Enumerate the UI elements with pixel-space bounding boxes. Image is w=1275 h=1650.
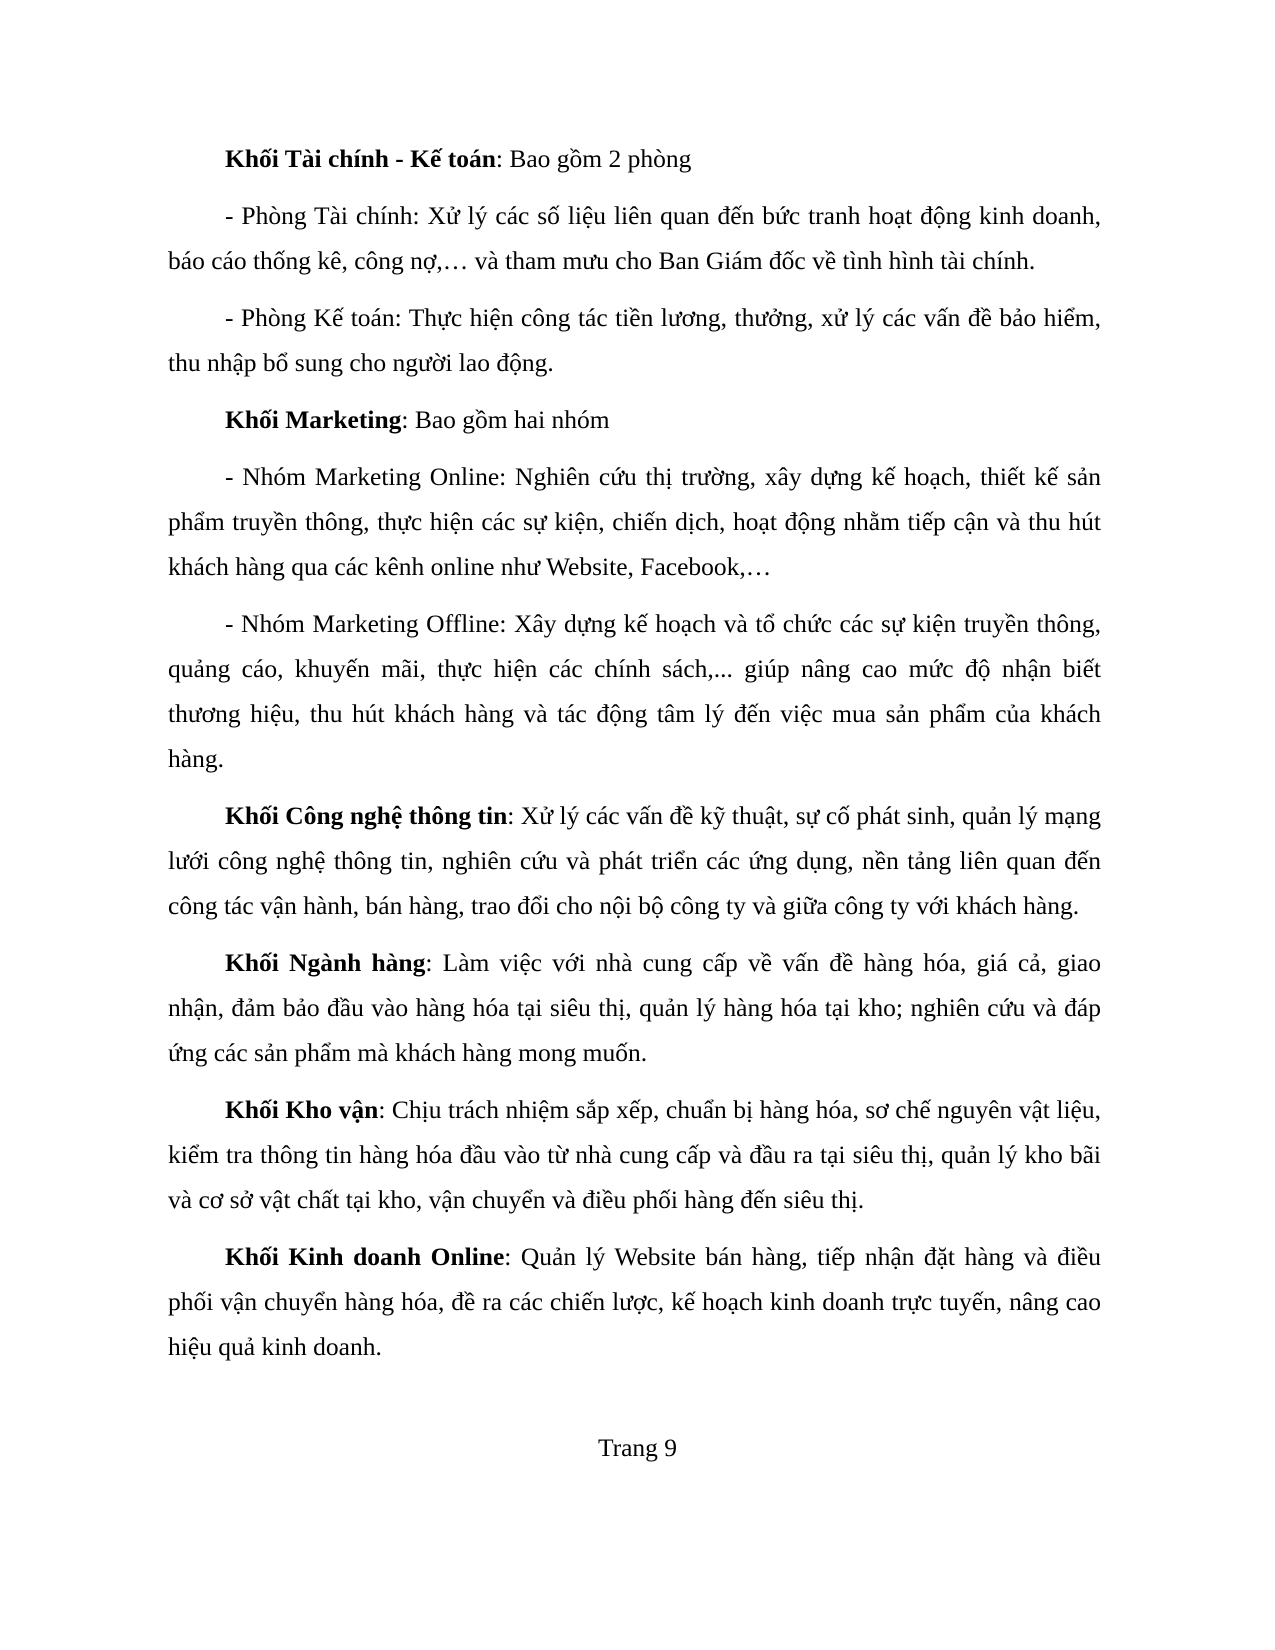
paragraph-it [168, 793, 1101, 928]
section-heading: Khối Ngành hàng [225, 948, 426, 977]
section-heading: Khối Công nghệ thông tin [225, 801, 508, 830]
paragraph-text: : Làm việc với nhà cung cấp về vấn đề hàng hóa, giá cả, giao nhận, đảm bảo đầu vào hàng hóa tại siêu thị, quản lý hàng hóa tại kho; nghiên cứu và đáp ứng các sản phẩm mà khách hàng mong muốn. [168, 948, 1101, 1067]
paragraph-marketing-offline [168, 601, 1101, 781]
paragraph-marketing [168, 397, 1101, 442]
paragraph-text: : Bao gồm hai nhóm [401, 405, 610, 434]
paragraph-marketing-online [168, 454, 1101, 589]
paragraph-text: - Nhóm Marketing Offline: Xây dựng kế hoạch và tổ chức các sự kiện truyền thông, quảng cáo, khuyến mãi, thực hiện các chính sách,... giúp nâng cao mức độ nhận biết thương hiệu, thu hút khách hàng và tác động tâm lý đến việc mua sản phẩm của khách hàng. [168, 609, 1101, 773]
paragraph-text: - Nhóm Marketing Online: Nghiên cứu thị trường, xây dựng kế hoạch, thiết kế sản phẩm truyền thông, thực hiện các sự kiện, chiến dịch, hoạt động nhằm tiếp cận và thu hút khách hàng qua các kênh online như Website, Facebook,… [168, 462, 1101, 581]
paragraph-text: : Bao gồm 2 phòng [495, 144, 692, 173]
section-heading: Khối Marketing [225, 405, 402, 434]
paragraph-text: - Phòng Kế toán: Thực hiện công tác tiền lương, thưởng, xử lý các vấn đề bảo hiểm, thu nhập bổ sung cho người lao động. [168, 303, 1101, 377]
document-body [168, 136, 1101, 1381]
paragraph-text: : Chịu trách nhiệm sắp xếp, chuẩn bị hàng hóa, sơ chế nguyên vật liệu, kiểm tra thông tin hàng hóa đầu vào từ nhà cung cấp và đầu ra tại siêu thị, quản lý kho bãi và cơ sở vật chất tại kho, vận chuyển và điều phối hàng đến siêu thị. [168, 1095, 1101, 1214]
paragraph-accounting-dept [168, 295, 1101, 385]
section-heading: Khối Kho vận [225, 1095, 379, 1124]
paragraph-text: - Phòng Tài chính: Xử lý các số liệu liên quan đến bức tranh hoạt động kinh doanh, báo cáo thống kê, công nợ,… và tham mưu cho Ban Giám đốc về tình hình tài chính. [168, 201, 1101, 275]
paragraph-text: : Xử lý các vấn đề kỹ thuật, sự cố phát sinh, quản lý mạng lưới công nghệ thông tin, nghiên cứu và phát triển các ứng dụng, nền tảng liên quan đến công tác vận hành, bán hàng, trao đổi cho nội bộ công ty và giữa công ty với khách hàng. [168, 801, 1102, 920]
page-number: Trang 9 [597, 1433, 678, 1462]
paragraph-finance-accounting [168, 136, 1101, 181]
section-heading: Khối Kinh doanh Online [225, 1242, 505, 1271]
section-heading: Khối Tài chính - Kế toán [225, 144, 496, 173]
paragraph-online-business [168, 1234, 1101, 1369]
paragraph-merchandise [168, 940, 1101, 1075]
paragraph-finance-dept [168, 193, 1101, 283]
paragraph-text: : Quản lý Website bán hàng, tiếp nhận đặt hàng và điều phối vận chuyển hàng hóa, đề ra các chiến lược, kế hoạch kinh doanh trực tuyến, nâng cao hiệu quả kinh doanh. [168, 1242, 1101, 1361]
paragraph-logistics [168, 1087, 1101, 1222]
